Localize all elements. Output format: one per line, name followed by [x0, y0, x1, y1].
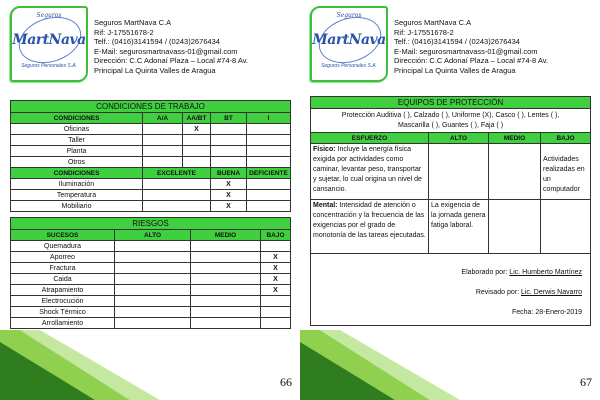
- cond-mark: [143, 157, 183, 168]
- cond2-header: EXCELENTE: [143, 168, 211, 179]
- mental-alto: La exigencia de la jornada genera fatiga laboral.: [429, 200, 489, 254]
- riesgo-label: Arrollamiento: [11, 318, 115, 329]
- table-row: [11, 318, 291, 329]
- cond2-label: Temperatura: [11, 190, 143, 201]
- company-info: [394, 18, 548, 76]
- cond-mark: [143, 135, 183, 146]
- company-rif: Rif: J-17551678-2: [394, 27, 454, 37]
- esfuerzo-header: BAJO: [541, 133, 591, 144]
- riesgo-mark: X: [261, 252, 291, 263]
- riesgo-mark: [115, 318, 191, 329]
- equipos-line-2: Mascarilla ( ), Guantes ( ), Faja ( ): [398, 122, 504, 129]
- cond-mark: [247, 157, 291, 168]
- cond2-header: DEFICIENTE: [247, 168, 291, 179]
- riesgo-mark: [191, 318, 261, 329]
- cond2-header: CONDICIONES: [11, 168, 143, 179]
- table-row: [11, 190, 291, 201]
- riesgo-mark: X: [261, 274, 291, 285]
- riesgo-mark: [115, 285, 191, 296]
- riesgo-mark: X: [261, 285, 291, 296]
- cond2-mark: [247, 190, 291, 201]
- elaborado-por: Elaborado por: Lic. Humberto Martínez: [461, 269, 583, 276]
- cond-mark: [183, 135, 211, 146]
- riesgo-mark: [191, 274, 261, 285]
- cond2-label: Mobiliario: [11, 201, 143, 212]
- cond-mark: [211, 124, 247, 135]
- cond-header: CONDICIONES: [11, 113, 143, 124]
- equipos-table: [310, 96, 591, 326]
- riesgo-mark: [191, 296, 261, 307]
- fisico-alto: [429, 144, 489, 200]
- riesgo-mark: [191, 263, 261, 274]
- company-address: Dirección: C.C Adonaí Plaza – Local #74-8 Av.: [394, 56, 548, 66]
- riesgo-mark: [191, 285, 261, 296]
- mental-label: Mental:: [313, 202, 338, 209]
- cond-mark: [211, 157, 247, 168]
- table-row: [11, 135, 291, 146]
- cond-mark: [183, 157, 211, 168]
- footer-decoration: [0, 330, 300, 400]
- riesgos-header: MEDIO: [191, 230, 261, 241]
- cond-mark: [247, 124, 291, 135]
- cond2-mark: X: [211, 201, 247, 212]
- riesgo-label: Shock Térmico: [11, 307, 115, 318]
- cond-mark: [143, 146, 183, 157]
- riesgo-mark: [115, 296, 191, 307]
- signatures-cell: [311, 254, 591, 326]
- table-row: [11, 179, 291, 190]
- riesgos-table: [10, 217, 291, 329]
- riesgo-label: Electrocución: [11, 296, 115, 307]
- cond2-mark: [247, 201, 291, 212]
- revisado-por: Revisado por: Lic. Derwis Navarro: [475, 289, 583, 296]
- mental-text: Intensidad de atención o concentración y la frecuencia de las exigencias por el grado de monotonía de las tareas ejecutadas.: [313, 202, 426, 239]
- riesgo-label: Aporreo: [11, 252, 115, 263]
- riesgo-mark: [115, 241, 191, 252]
- table-row: [11, 285, 291, 296]
- riesgo-mark: X: [261, 263, 291, 274]
- company-phone: Telf.: (0416)3141594 / (0243)2676434: [94, 37, 220, 47]
- equipos-title: EQUIPOS DE PROTECCIÓN: [311, 97, 591, 109]
- logo-top-text: Seguros: [36, 12, 62, 19]
- cond-label: Otros: [11, 157, 143, 168]
- table-row: [11, 157, 291, 168]
- cond-header: BT: [211, 113, 247, 124]
- company-rif: Rif: J-17551678-2: [94, 27, 154, 37]
- esfuerzo-header: ALTO: [429, 133, 489, 144]
- cond2-mark: [143, 179, 211, 190]
- riesgo-mark: [261, 296, 291, 307]
- riesgo-mark: [115, 274, 191, 285]
- elaborado-name: Lic. Humberto Martínez: [509, 269, 583, 276]
- esfuerzo-header: MEDIO: [489, 133, 541, 144]
- footer-swoosh-icon: [0, 330, 300, 400]
- footer-swoosh-icon: [300, 330, 600, 400]
- riesgo-mark: [115, 307, 191, 318]
- logo-sub-text: Seguros Personales S.A.: [21, 63, 77, 69]
- cond-header: I: [247, 113, 291, 124]
- logo-main-text: MartNava: [12, 32, 86, 48]
- cond-label: Taller: [11, 135, 143, 146]
- cond-mark: [211, 146, 247, 157]
- company-address-2: Principal La Quinta Valles de Aragua: [94, 65, 216, 75]
- table-row: [11, 241, 291, 252]
- company-name: Seguros MartNava C.A: [394, 18, 472, 27]
- cond2-mark: [143, 201, 211, 212]
- revisado-name: Lic. Derwis Navarro: [520, 289, 583, 296]
- fisico-label: Físico:: [313, 146, 336, 153]
- cond2-label: Iluminación: [11, 179, 143, 190]
- cond-mark: [247, 135, 291, 146]
- riesgo-mark: [191, 252, 261, 263]
- esfuerzo-header: ESFUERZO: [311, 133, 429, 144]
- riesgo-mark: [261, 318, 291, 329]
- page-number: 66: [280, 375, 292, 389]
- logo-main-text: MartNava: [312, 32, 386, 48]
- cond-mark: [183, 146, 211, 157]
- cond2-mark: [247, 179, 291, 190]
- cond2-mark: X: [211, 190, 247, 201]
- table-row: [11, 274, 291, 285]
- fecha: Fecha: 28-Enero-2019: [512, 309, 583, 316]
- cond-mark: [247, 146, 291, 157]
- riesgo-label: Atrapamiento: [11, 285, 115, 296]
- table-row: [11, 263, 291, 274]
- fisico-bajo: Actividades realizadas en un computador: [541, 144, 591, 200]
- table-row: [11, 296, 291, 307]
- equipos-line-1: Protección Auditiva ( ), Calzado ( ), Uniforme (X), Casco ( ), Lentes ( ),: [341, 112, 560, 119]
- table-row: [311, 144, 591, 200]
- table-row: [11, 252, 291, 263]
- mental-cell: [311, 200, 429, 254]
- equipos-list: [311, 109, 591, 133]
- riesgo-label: Caida: [11, 274, 115, 285]
- riesgo-mark: [261, 307, 291, 318]
- company-logo: [10, 6, 88, 82]
- logo-sub-text: Seguros Personales S.A.: [321, 63, 377, 69]
- cond-mark: X: [183, 124, 211, 135]
- document-page-right: [300, 0, 600, 400]
- company-email: E-Mail: segurosmartnavass-01@gmail.com: [94, 46, 238, 56]
- table-row: [11, 201, 291, 212]
- mental-medio: [489, 200, 541, 254]
- company-logo: [310, 6, 388, 82]
- company-address-2: Principal La Quinta Valles de Aragua: [394, 65, 516, 75]
- riesgo-mark: [115, 252, 191, 263]
- logo-top-text: Seguros: [336, 12, 362, 19]
- footer-decoration: [300, 330, 600, 400]
- company-name: Seguros MartNava C.A: [94, 18, 172, 27]
- cond-mark: [211, 135, 247, 146]
- riesgos-header: SUCESOS: [11, 230, 115, 241]
- table-row: [11, 146, 291, 157]
- company-address: Dirección: C.C Adonaí Plaza – Local #74-8 Av.: [94, 56, 248, 66]
- cond2-mark: [143, 190, 211, 201]
- fisico-text: Incluye la energía física exigida por actividades como caminar, levantar peso, transportar y sujetar, lo cual origina un nivel de cansancio.: [313, 146, 422, 193]
- table-row: [311, 200, 591, 254]
- riesgo-mark: [115, 263, 191, 274]
- cond-label: Oficinas: [11, 124, 143, 135]
- cond2-header: BUENA: [211, 168, 247, 179]
- riesgos-header: ALTO: [115, 230, 191, 241]
- cond2-mark: X: [211, 179, 247, 190]
- cond-mark: [143, 124, 183, 135]
- cond-label: Planta: [11, 146, 143, 157]
- riesgo-label: Fractura: [11, 263, 115, 274]
- riesgo-label: Quemadura: [11, 241, 115, 252]
- page-number: 67: [580, 375, 592, 389]
- riesgos-title: RIESGOS: [11, 218, 291, 230]
- riesgo-mark: [261, 241, 291, 252]
- company-info: [94, 18, 248, 76]
- mental-bajo: [541, 200, 591, 254]
- riesgo-mark: [191, 241, 261, 252]
- cond-header: AA/BT: [183, 113, 211, 124]
- fisico-medio: [489, 144, 541, 200]
- condiciones-table: [10, 100, 291, 212]
- company-email: E-Mail: segurosmartnavass-01@gmail.com: [394, 46, 538, 56]
- riesgos-header: BAJO: [261, 230, 291, 241]
- fisico-cell: [311, 144, 429, 200]
- company-phone: Telf.: (0416)3141594 / (0243)2676434: [394, 37, 520, 47]
- riesgo-mark: [191, 307, 261, 318]
- condiciones-title: CONDICIONES DE TRABAJO: [11, 101, 291, 113]
- table-row: [11, 124, 291, 135]
- table-row: [11, 307, 291, 318]
- cond-header: A/A: [143, 113, 183, 124]
